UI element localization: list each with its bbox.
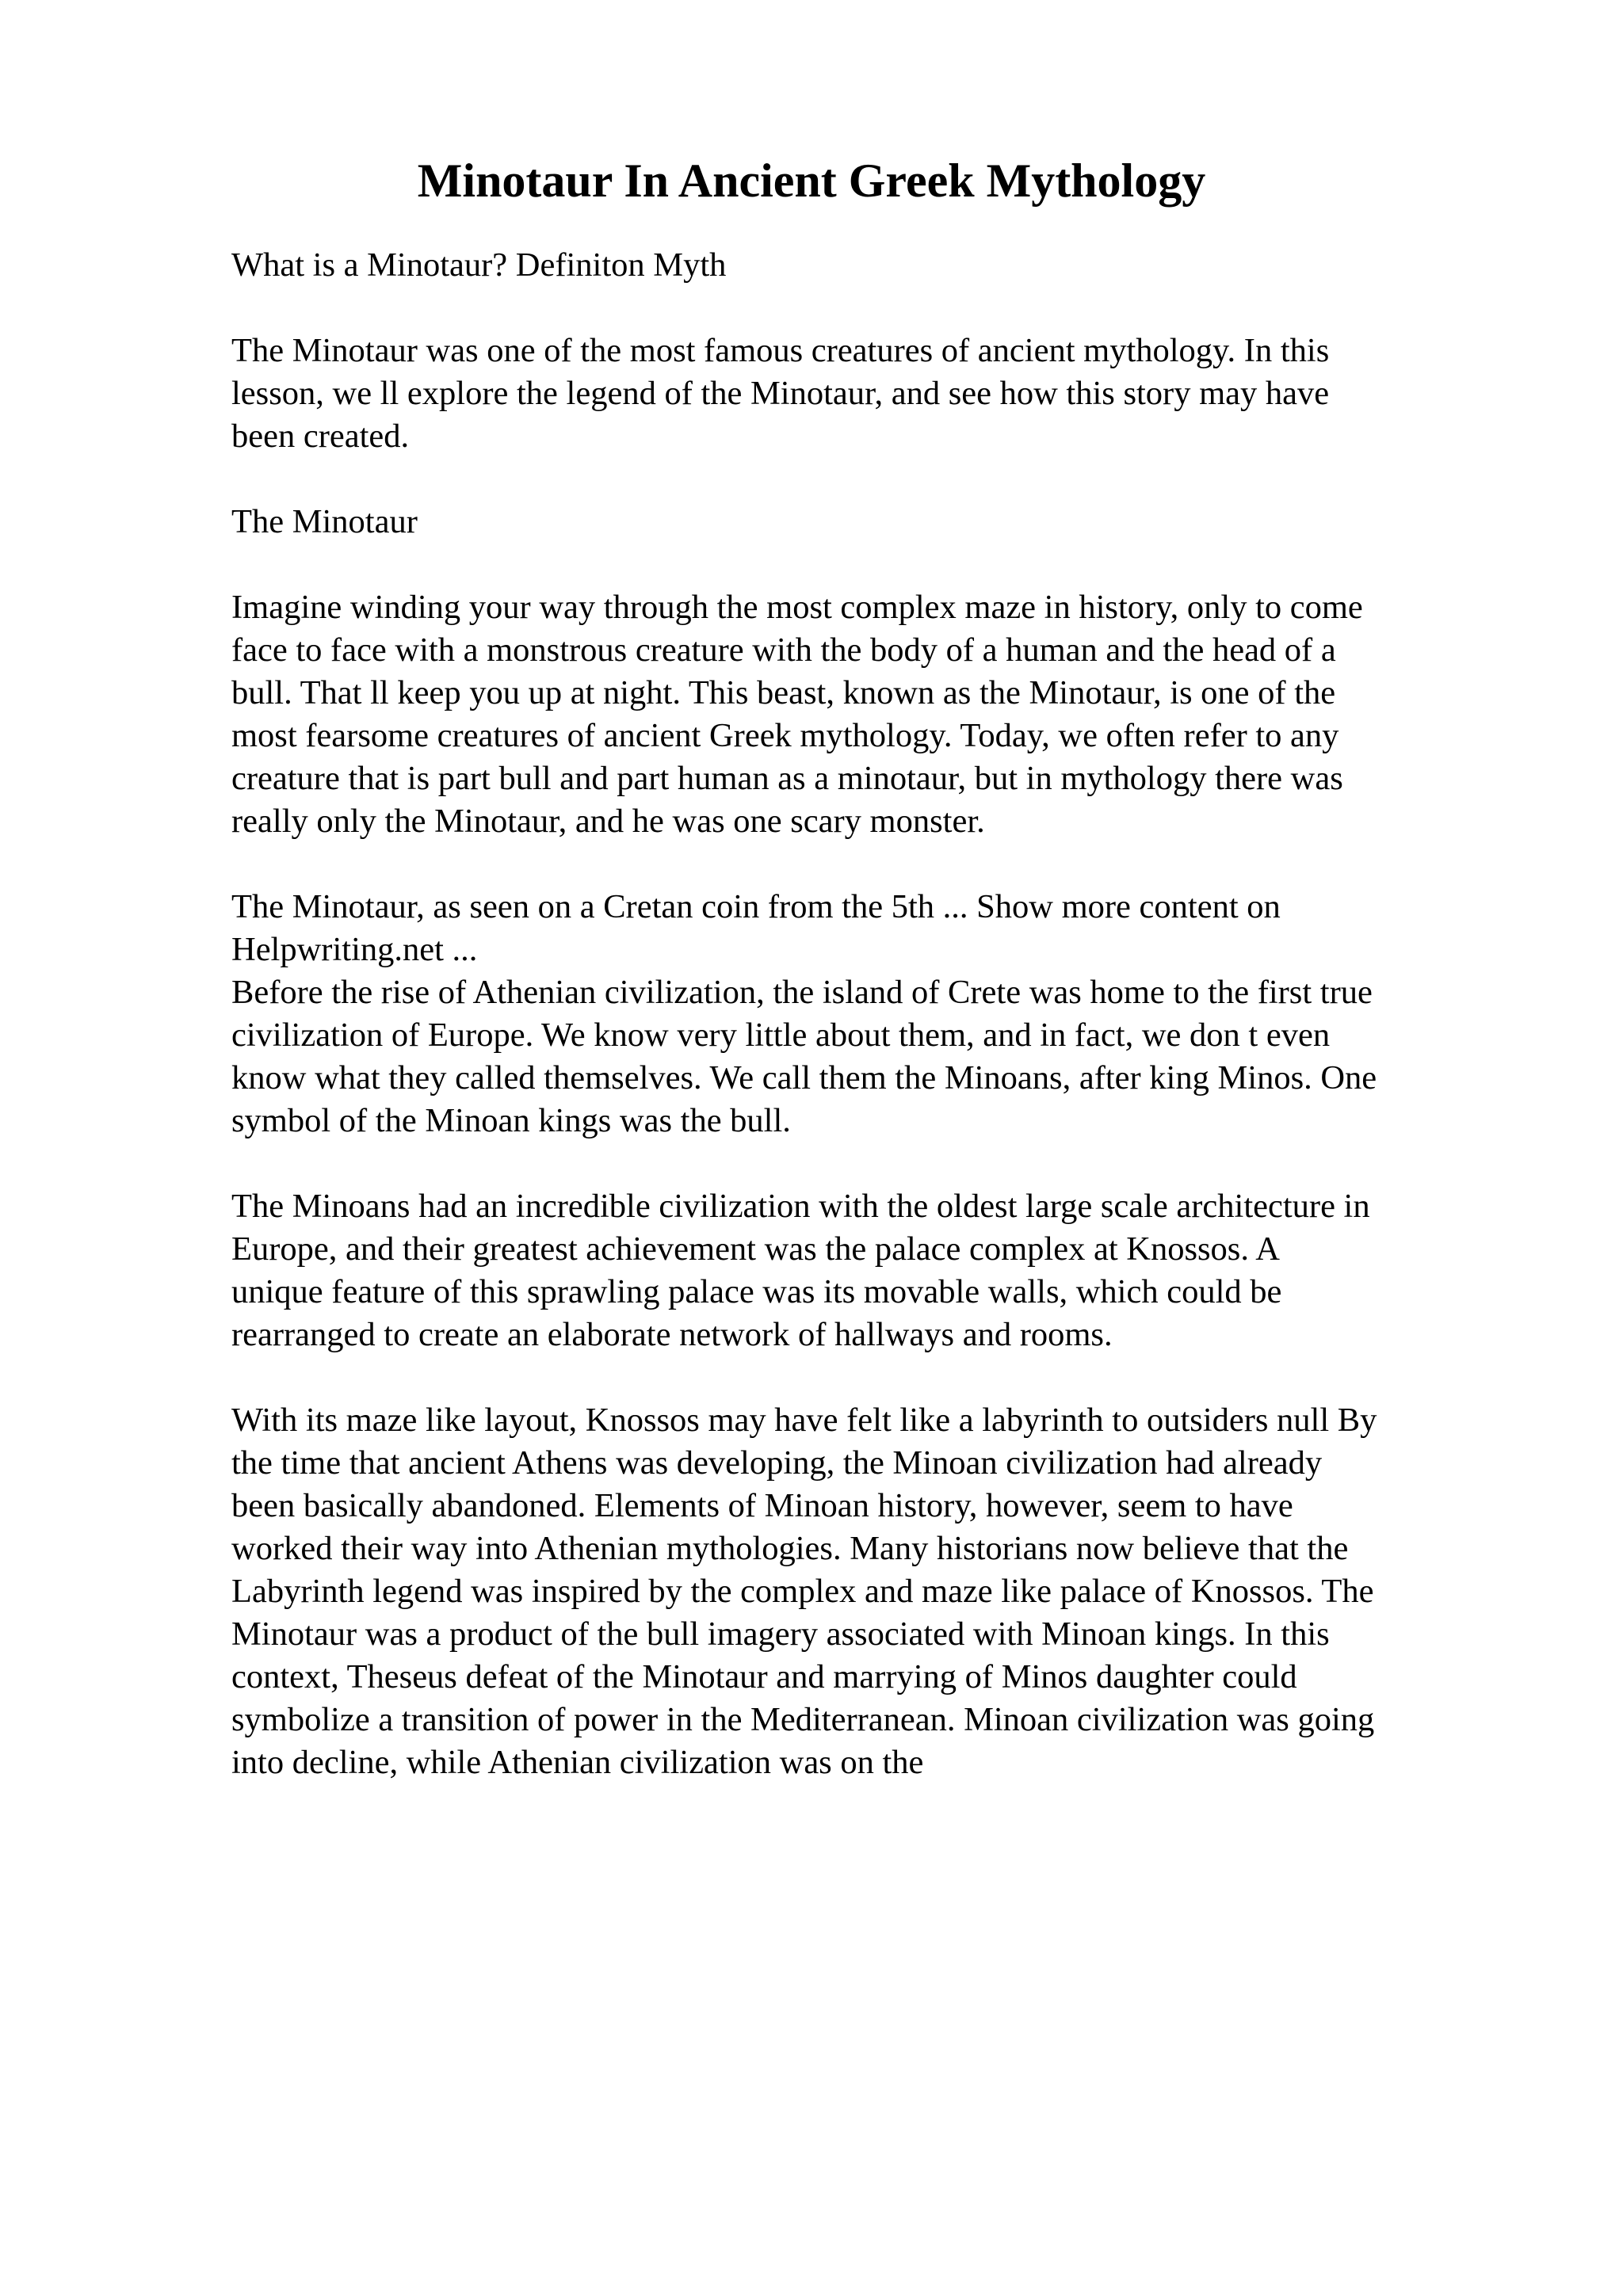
text-line: symbol of the Minoan kings was the bull. [231,1102,791,1139]
paragraph-2 [231,330,1499,458]
text-line: know what they called themselves. We call them the Minoans, after king Minos. One [231,1059,1377,1097]
text-line: Minotaur was a product of the bull imagery associated with Minoan kings. In this [231,1615,1330,1653]
text-line: What is a Minotaur? Definiton Myth [231,246,727,284]
text-line: lesson, we ll explore the legend of the Minotaur, and see how this story may have [231,375,1330,412]
paragraph-1 [231,244,1499,287]
text-line: The Minotaur was one of the most famous creatures of ancient mythology. In this [231,332,1330,369]
text-line: Helpwriting.net ... [231,931,478,968]
text-line: the time that ancient Athens was developing, the Minoan civilization had already [231,1444,1323,1482]
text-line: context, Theseus defeat of the Minotaur and marrying of Minos daughter could [231,1658,1297,1695]
paragraph-7 [231,1185,1499,1356]
paragraph-6 [231,971,1499,1142]
text-line: really only the Minotaur, and he was one scary monster. [231,803,985,840]
text-line: The Minotaur, as seen on a Cretan coin from the 5th ... Show more content on [231,888,1281,925]
paragraph-5 [231,886,1499,971]
text-line: most fearsome creatures of ancient Greek mythology. Today, we often refer to any [231,717,1339,754]
text-line: With its maze like layout, Knossos may have felt like a labyrinth to outsiders null By [231,1402,1377,1439]
text-line: Imagine winding your way through the most complex maze in history, only to come [231,589,1363,626]
document-title: Minotaur In Ancient Greek Mythology [417,154,1206,207]
paragraph-8 [231,1399,1499,1784]
text-line: rearranged to create an elaborate network of hallways and rooms. [231,1316,1113,1353]
text-line: The Minotaur [231,503,418,540]
text-line: Labyrinth legend was inspired by the complex and maze like palace of Knossos. The [231,1573,1374,1610]
text-line: The Minoans had an incredible civilization with the oldest large scale architecture in [231,1188,1370,1225]
text-line: been created. [231,418,410,455]
text-line: Europe, and their greatest achievement was the palace complex at Knossos. A [231,1230,1280,1268]
text-line: worked their way into Athenian mythologies. Many historians now believe that the [231,1530,1349,1567]
text-line: Before the rise of Athenian civilization, the island of Crete was home to the first true [231,974,1373,1011]
text-line: creature that is part bull and part human as a minotaur, but in mythology there was [231,760,1343,797]
text-line: into decline, while Athenian civilization was on the [231,1744,924,1781]
text-line: been basically abandoned. Elements of Minoan history, however, seem to have [231,1487,1293,1524]
text-line: civilization of Europe. We know very little about them, and in fact, we don t even [231,1016,1331,1054]
text-line: face to face with a monstrous creature with the body of a human and the head of a [231,631,1336,669]
paragraph-3 [231,501,1499,543]
paragraph-4 [231,586,1499,843]
text-line: unique feature of this sprawling palace was its movable walls, which could be [231,1273,1282,1310]
text-line: symbolize a transition of power in the Mediterranean. Minoan civilization was going [231,1701,1375,1738]
text-line: bull. That ll keep you up at night. This beast, known as the Minotaur, is one of the [231,674,1336,711]
document-body [231,244,1499,1827]
